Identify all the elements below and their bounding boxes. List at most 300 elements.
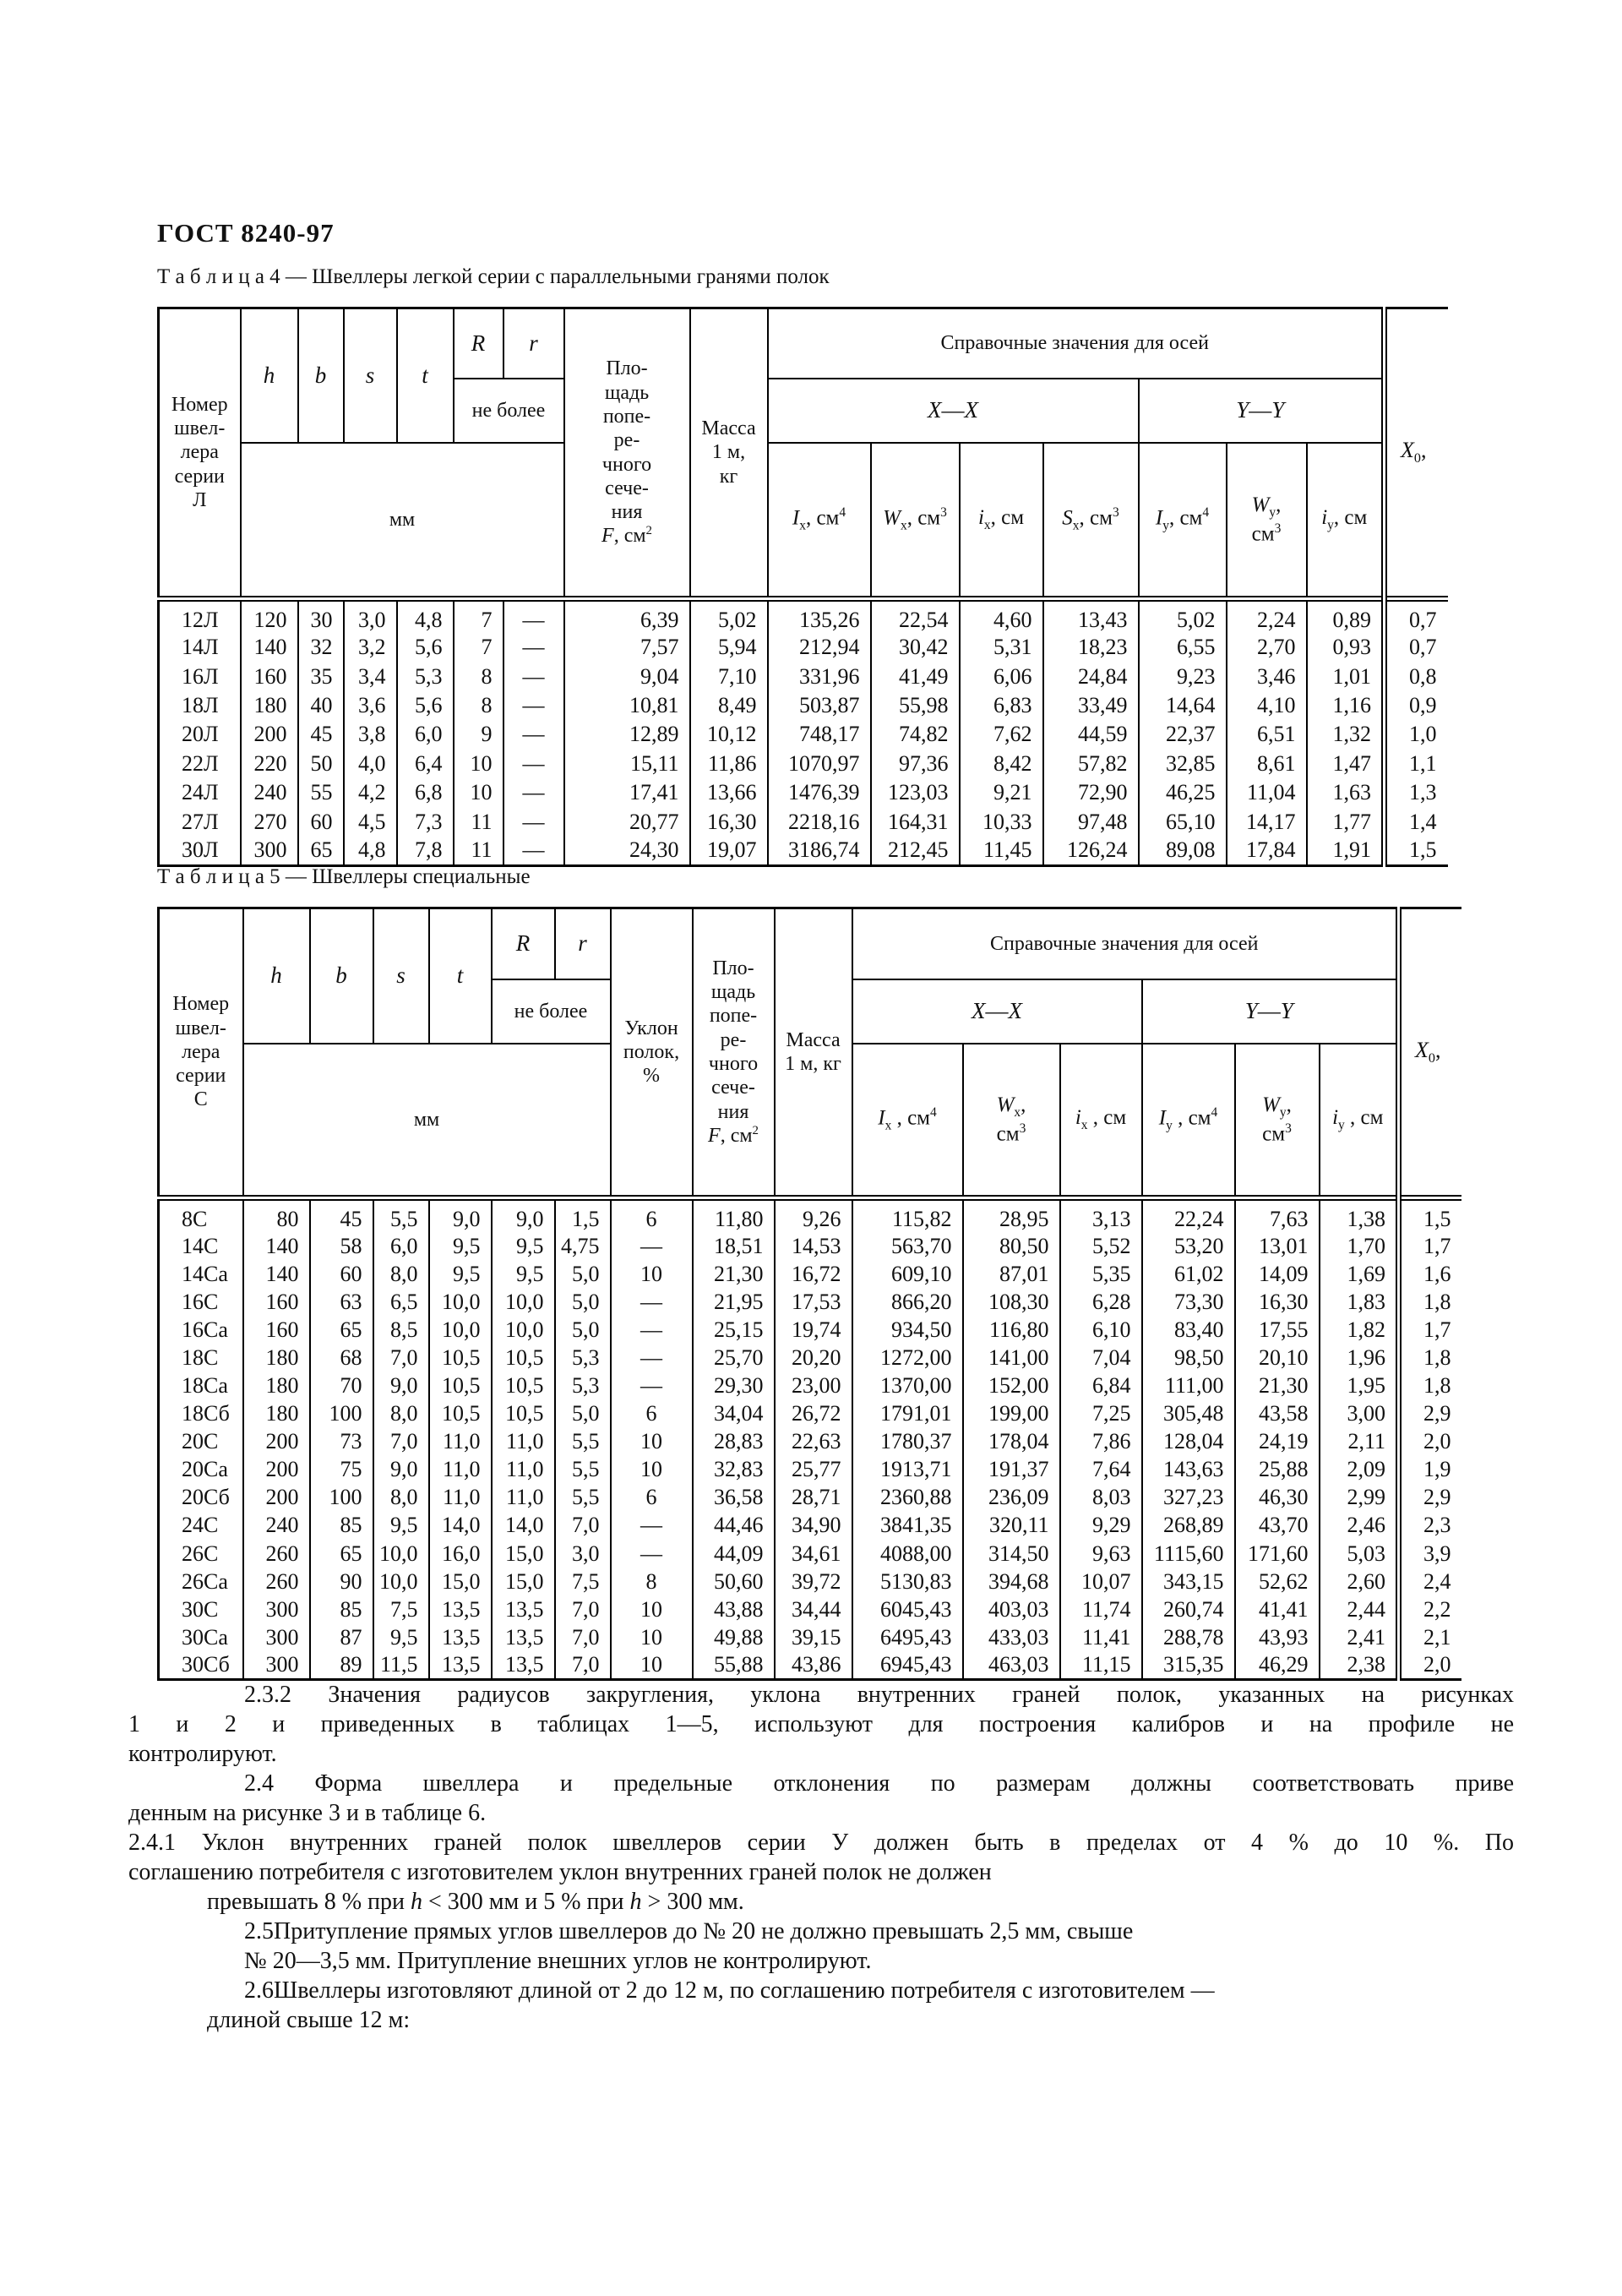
- table-cell: 178,04: [963, 1428, 1060, 1456]
- t5-header-R: R: [492, 908, 555, 980]
- table-cell: 748,17: [768, 720, 871, 749]
- table-cell: 1,77: [1307, 807, 1385, 836]
- table4-caption-title: — Швеллеры легкой серии с параллельными гранями полок: [285, 265, 830, 288]
- table5-header: [159, 908, 1461, 1198]
- table-cell: 270: [241, 807, 298, 836]
- table-cell: 3,2: [344, 633, 397, 662]
- table-cell: 25,88: [1235, 1456, 1320, 1484]
- table-cell: 609,10: [852, 1260, 963, 1288]
- table-cell: 55: [298, 778, 344, 807]
- table-row: [159, 1623, 1461, 1651]
- text-line: 2.4 Форма швеллера и предельные отклонения по размерам должны соответствовать приве: [244, 1770, 1514, 1797]
- table-cell: 4,60: [960, 599, 1043, 634]
- table-cell: 14,0: [429, 1512, 492, 1540]
- table-cell: 58: [310, 1232, 373, 1260]
- table-cell: 33,49: [1043, 691, 1139, 720]
- table5-caption-title: — Швеллеры специальные: [285, 865, 531, 888]
- table-cell: 140: [241, 633, 298, 662]
- table-cell: 28,83: [693, 1428, 775, 1456]
- t4-header-ref-values: Справочные значения для осей: [768, 308, 1385, 379]
- table-cell: 11,41: [1060, 1623, 1142, 1651]
- table-row: [159, 1316, 1461, 1344]
- table-cell: 9,5: [492, 1260, 555, 1288]
- table-cell: 7,63: [1235, 1198, 1320, 1233]
- table-cell: 43,70: [1235, 1512, 1320, 1540]
- table-cell: 14Л: [159, 633, 241, 662]
- t4-header-no-more: не более: [454, 379, 564, 443]
- table5-caption-label: Т а б л и ц а 5: [157, 865, 280, 888]
- table-cell: 0,7: [1385, 633, 1448, 662]
- table-cell: 46,25: [1139, 778, 1227, 807]
- table5-caption: [157, 865, 531, 889]
- table-cell: 123,03: [871, 778, 960, 807]
- table-cell: 11,0: [429, 1456, 492, 1484]
- table-cell: 27Л: [159, 807, 241, 836]
- table-cell: 10: [611, 1260, 693, 1288]
- table-cell: 5,0: [555, 1288, 611, 1316]
- table-row: [159, 1484, 1461, 1512]
- table-cell: 7,8: [397, 837, 454, 865]
- table-cell: 2,0: [1399, 1651, 1461, 1679]
- table-row: [159, 778, 1448, 807]
- table-cell: 98,50: [1142, 1344, 1235, 1372]
- table-cell: 4,2: [344, 778, 397, 807]
- table-cell: —: [611, 1372, 693, 1399]
- table-cell: 343,15: [1142, 1568, 1235, 1595]
- table-cell: 1,6: [1399, 1260, 1461, 1288]
- table-cell: 22,37: [1139, 720, 1227, 749]
- table-cell: 11,0: [492, 1428, 555, 1456]
- table-cell: 180: [243, 1372, 310, 1399]
- t4-header-x0: $X_0$,: [1385, 308, 1448, 599]
- table-cell: 45: [310, 1198, 373, 1233]
- table-cell: 5,03: [1320, 1540, 1399, 1568]
- table-cell: 41,41: [1235, 1595, 1320, 1623]
- table-cell: 5,52: [1060, 1232, 1142, 1260]
- table-cell: 6,0: [397, 720, 454, 749]
- text-line: 1 и 2 и приведенных в таблицах 1—5, используют для построения калибров и на профиле не: [128, 1711, 1514, 1737]
- table-cell: 4,10: [1227, 691, 1307, 720]
- table-header-row: [159, 908, 1461, 980]
- table-cell: 2,38: [1320, 1651, 1399, 1679]
- table-row: [159, 1372, 1461, 1399]
- table-cell: 24,19: [1235, 1428, 1320, 1456]
- table-cell: 14Са: [159, 1260, 243, 1288]
- table-cell: 30Са: [159, 1623, 243, 1651]
- table-cell: 199,00: [963, 1400, 1060, 1428]
- table-cell: 10,07: [1060, 1568, 1142, 1595]
- text-line: превышать 8 % при h < 300 мм и 5 % при h > 300 мм.: [207, 1889, 744, 1915]
- table-cell: —: [503, 750, 564, 778]
- table-cell: 18С: [159, 1344, 243, 1372]
- table-cell: 9,04: [564, 662, 690, 690]
- table-cell: 3,9: [1399, 1540, 1461, 1568]
- t5-header-Iy: $I_y$ , $см^4$: [1142, 1044, 1235, 1198]
- table-cell: 5,02: [690, 599, 768, 634]
- table-cell: 10: [611, 1456, 693, 1484]
- table-cell: 5,35: [1060, 1260, 1142, 1288]
- table-cell: 463,03: [963, 1651, 1060, 1679]
- table-cell: 87: [310, 1623, 373, 1651]
- table-cell: 14,64: [1139, 691, 1227, 720]
- table-cell: 20,20: [775, 1344, 852, 1372]
- table-cell: 39,72: [775, 1568, 852, 1595]
- table-cell: 1,8: [1399, 1372, 1461, 1399]
- t5-header-no-more: не более: [492, 979, 611, 1044]
- table-cell: 314,50: [963, 1540, 1060, 1568]
- table-cell: 8: [454, 691, 503, 720]
- table-cell: 1,7: [1399, 1232, 1461, 1260]
- table-cell: 3,6: [344, 691, 397, 720]
- table-row: [159, 750, 1448, 778]
- table-cell: —: [611, 1288, 693, 1316]
- table-cell: 120: [241, 599, 298, 634]
- table-cell: 11,0: [429, 1484, 492, 1512]
- t5-header-Wx: $W_x$, $см^3$: [963, 1044, 1060, 1198]
- table-cell: 8: [454, 662, 503, 690]
- table-cell: 24Л: [159, 778, 241, 807]
- table-cell: 53,20: [1142, 1232, 1235, 1260]
- table-cell: —: [503, 662, 564, 690]
- table-cell: 15,0: [492, 1568, 555, 1595]
- table-cell: 7: [454, 633, 503, 662]
- table-row: [159, 599, 1448, 634]
- table-cell: 433,03: [963, 1623, 1060, 1651]
- table-cell: 5,02: [1139, 599, 1227, 634]
- table5-body: [159, 1198, 1461, 1680]
- table-cell: 9,21: [960, 778, 1043, 807]
- table-row: [159, 1540, 1461, 1568]
- table-cell: 3,4: [344, 662, 397, 690]
- table-cell: 6: [611, 1484, 693, 1512]
- table-cell: 6,51: [1227, 720, 1307, 749]
- table-cell: 7,04: [1060, 1344, 1142, 1372]
- table-cell: 4,0: [344, 750, 397, 778]
- table4-caption: [157, 265, 830, 289]
- table-cell: 70: [310, 1372, 373, 1399]
- t5-header-axis-xx: X—X: [852, 979, 1142, 1044]
- table-cell: 4,5: [344, 807, 397, 836]
- table-cell: 7,5: [373, 1595, 429, 1623]
- table-cell: 240: [241, 778, 298, 807]
- table-cell: 200: [243, 1428, 310, 1456]
- text-line: контролируют.: [128, 1741, 277, 1767]
- table-cell: 1115,60: [1142, 1540, 1235, 1568]
- table-cell: 9,5: [429, 1232, 492, 1260]
- table-cell: 1,9: [1399, 1456, 1461, 1484]
- table-cell: 50: [298, 750, 344, 778]
- table-cell: 17,84: [1227, 837, 1307, 865]
- table-cell: 1,01: [1307, 662, 1385, 690]
- table-row: [159, 1428, 1461, 1456]
- table-row: [159, 1400, 1461, 1428]
- table-cell: 10,5: [429, 1344, 492, 1372]
- table-row: [159, 1512, 1461, 1540]
- table-cell: 8: [611, 1568, 693, 1595]
- table-cell: 5,3: [397, 662, 454, 690]
- t4-header-Wx: $W_x$, $см^3$: [871, 443, 960, 599]
- table-cell: 39,15: [775, 1623, 852, 1651]
- table4-wrapper: [157, 307, 1448, 867]
- table-cell: 4088,00: [852, 1540, 963, 1568]
- table-cell: 1,47: [1307, 750, 1385, 778]
- table-cell: 10,5: [492, 1344, 555, 1372]
- table-cell: 10,5: [429, 1372, 492, 1399]
- table4-caption-label: Т а б л и ц а 4: [157, 265, 280, 288]
- table-cell: 1,16: [1307, 691, 1385, 720]
- table-cell: 49,88: [693, 1623, 775, 1651]
- table-cell: 2,1: [1399, 1623, 1461, 1651]
- table-cell: 24,84: [1043, 662, 1139, 690]
- table-cell: 0,89: [1307, 599, 1385, 634]
- t5-header-r: r: [555, 908, 611, 980]
- table-row: [159, 1232, 1461, 1260]
- table-cell: 2,44: [1320, 1595, 1399, 1623]
- t5-header-Ix: $I_x$ , $см^4$: [852, 1044, 963, 1198]
- table-cell: 74,82: [871, 720, 960, 749]
- table-cell: 3,00: [1320, 1400, 1399, 1428]
- table-cell: —: [611, 1232, 693, 1260]
- table-cell: —: [503, 633, 564, 662]
- table-cell: 11,5: [373, 1651, 429, 1679]
- table-cell: 6,28: [1060, 1288, 1142, 1316]
- table-cell: 24,30: [564, 837, 690, 865]
- table-cell: 9,0: [429, 1198, 492, 1233]
- text-line: длиной свыше 12 м:: [207, 2007, 411, 2033]
- table-cell: 6,10: [1060, 1316, 1142, 1344]
- table-cell: 10: [454, 778, 503, 807]
- table-cell: 11,0: [492, 1484, 555, 1512]
- table-cell: 1,32: [1307, 720, 1385, 749]
- table-cell: 7,5: [555, 1568, 611, 1595]
- table-cell: 2,24: [1227, 599, 1307, 634]
- table-row: [159, 807, 1448, 836]
- table-cell: 320,11: [963, 1512, 1060, 1540]
- table-cell: 61,02: [1142, 1260, 1235, 1288]
- table-row: [159, 1595, 1461, 1623]
- table-cell: 13,01: [1235, 1232, 1320, 1260]
- table-cell: 1272,00: [852, 1344, 963, 1372]
- table-cell: 866,20: [852, 1288, 963, 1316]
- table-cell: 89: [310, 1651, 373, 1679]
- table-cell: 4,8: [344, 837, 397, 865]
- table-cell: 10: [611, 1623, 693, 1651]
- table-cell: 260: [243, 1540, 310, 1568]
- table-cell: 30: [298, 599, 344, 634]
- table-row: [159, 720, 1448, 749]
- table-cell: 28,71: [775, 1484, 852, 1512]
- t4-header-ix: $i_x$, см: [960, 443, 1043, 599]
- table-cell: 20Л: [159, 720, 241, 749]
- table-cell: 11,0: [492, 1456, 555, 1484]
- table-cell: 12,89: [564, 720, 690, 749]
- t4-header-axis-yy: Y—Y: [1139, 379, 1385, 443]
- table-cell: 160: [241, 662, 298, 690]
- table-cell: 180: [243, 1400, 310, 1428]
- table-cell: 52,62: [1235, 1568, 1320, 1595]
- table-cell: 18Са: [159, 1372, 243, 1399]
- table-cell: 1,38: [1320, 1198, 1399, 1233]
- table-cell: 6: [611, 1400, 693, 1428]
- table-cell: 8,49: [690, 691, 768, 720]
- table-cell: 9: [454, 720, 503, 749]
- table-cell: 1,70: [1320, 1232, 1399, 1260]
- table-cell: 9,26: [775, 1198, 852, 1233]
- table-cell: 17,55: [1235, 1316, 1320, 1344]
- table-cell: 180: [243, 1344, 310, 1372]
- table-cell: 22,63: [775, 1428, 852, 1456]
- table-cell: 305,48: [1142, 1400, 1235, 1428]
- table-cell: 9,23: [1139, 662, 1227, 690]
- table-cell: 164,31: [871, 807, 960, 836]
- table-cell: 3,0: [344, 599, 397, 634]
- table-cell: 1,5: [555, 1198, 611, 1233]
- table-cell: —: [611, 1316, 693, 1344]
- table-cell: 111,00: [1142, 1372, 1235, 1399]
- table-cell: 6945,43: [852, 1651, 963, 1679]
- table-cell: 143,63: [1142, 1456, 1235, 1484]
- table-cell: 191,37: [963, 1456, 1060, 1484]
- table-cell: 16,0: [429, 1540, 492, 1568]
- text-line: 2.6Швеллеры изготовляют длиной от 2 до 12 м, по соглашению потребителя с изготовителем —: [244, 1977, 1215, 2004]
- table-cell: 11,04: [1227, 778, 1307, 807]
- table-cell: 2,70: [1227, 633, 1307, 662]
- table-cell: 50,60: [693, 1568, 775, 1595]
- table-cell: 12Л: [159, 599, 241, 634]
- t4-header-Ix: $I_x$, $см^4$: [768, 443, 871, 599]
- table-cell: —: [503, 691, 564, 720]
- table-cell: 45: [298, 720, 344, 749]
- table-cell: 13,5: [429, 1651, 492, 1679]
- table-cell: 15,0: [492, 1540, 555, 1568]
- table-cell: 17,41: [564, 778, 690, 807]
- table-cell: 20,10: [1235, 1344, 1320, 1372]
- table-cell: 3186,74: [768, 837, 871, 865]
- t4-header-number: Номер швел- лера серии Л: [159, 308, 241, 599]
- table-cell: 5,94: [690, 633, 768, 662]
- table-cell: 25,70: [693, 1344, 775, 1372]
- table-cell: 9,5: [373, 1623, 429, 1651]
- table-cell: 10,0: [429, 1288, 492, 1316]
- t4-header-Iy: $I_y$, $см^4$: [1139, 443, 1227, 599]
- t5-header-mass: Масса 1 м, кг: [775, 908, 852, 1198]
- table-cell: 18Сб: [159, 1400, 243, 1428]
- table-cell: 11,80: [693, 1198, 775, 1233]
- table-cell: 8,03: [1060, 1484, 1142, 1512]
- table-cell: 171,60: [1235, 1540, 1320, 1568]
- table-row: [159, 1198, 1461, 1233]
- table-cell: 2,11: [1320, 1428, 1399, 1456]
- table-cell: 5130,83: [852, 1568, 963, 1595]
- table-cell: 10,0: [373, 1568, 429, 1595]
- table-cell: 2,9: [1399, 1484, 1461, 1512]
- table-cell: 10: [611, 1651, 693, 1679]
- table-cell: 3,46: [1227, 662, 1307, 690]
- table-cell: 200: [243, 1484, 310, 1512]
- table-cell: 315,35: [1142, 1651, 1235, 1679]
- table-cell: 16,30: [690, 807, 768, 836]
- t4-header-b: b: [298, 308, 344, 444]
- table-cell: 34,90: [775, 1512, 852, 1540]
- table-cell: 3,0: [555, 1540, 611, 1568]
- table-cell: 40: [298, 691, 344, 720]
- table-cell: 21,95: [693, 1288, 775, 1316]
- table-cell: 8,0: [373, 1260, 429, 1288]
- table-cell: 10,0: [429, 1316, 492, 1344]
- table-cell: 17,53: [775, 1288, 852, 1316]
- table-cell: 1780,37: [852, 1428, 963, 1456]
- table-cell: 65: [310, 1540, 373, 1568]
- t4-header-h: h: [241, 308, 298, 444]
- table5: [157, 907, 1461, 1681]
- table-cell: 2,0: [1399, 1428, 1461, 1456]
- t4-header-axis-xx: X—X: [768, 379, 1139, 443]
- table-cell: 10,81: [564, 691, 690, 720]
- table-cell: 5,0: [555, 1260, 611, 1288]
- table-cell: 10,0: [373, 1540, 429, 1568]
- table4-body: [159, 599, 1448, 866]
- table-cell: 14,09: [1235, 1260, 1320, 1288]
- table-cell: 563,70: [852, 1232, 963, 1260]
- table-cell: 7,25: [1060, 1400, 1142, 1428]
- table-cell: 11,15: [1060, 1651, 1142, 1679]
- table-cell: 1,96: [1320, 1344, 1399, 1372]
- table-cell: 73: [310, 1428, 373, 1456]
- table-cell: 327,23: [1142, 1484, 1235, 1512]
- table-cell: 8,0: [373, 1400, 429, 1428]
- table-cell: 2360,88: [852, 1484, 963, 1512]
- table-cell: 1791,01: [852, 1400, 963, 1428]
- table4-header: [159, 308, 1448, 599]
- table-cell: 15,11: [564, 750, 690, 778]
- table-cell: 46,30: [1235, 1484, 1320, 1512]
- table-cell: 6,5: [373, 1288, 429, 1316]
- table-cell: 10,0: [492, 1288, 555, 1316]
- table-cell: 24С: [159, 1512, 243, 1540]
- table-row: [159, 837, 1448, 865]
- table-cell: 85: [310, 1595, 373, 1623]
- table-cell: 240: [243, 1512, 310, 1540]
- table-cell: 9,29: [1060, 1512, 1142, 1540]
- table-cell: 9,5: [429, 1260, 492, 1288]
- table-cell: 7,10: [690, 662, 768, 690]
- table-cell: 18Л: [159, 691, 241, 720]
- t4-header-mass: Масса 1 м, кг: [690, 308, 768, 599]
- table-cell: 6495,43: [852, 1623, 963, 1651]
- table-cell: 14,17: [1227, 807, 1307, 836]
- table-cell: 25,77: [775, 1456, 852, 1484]
- table-cell: 25,15: [693, 1316, 775, 1344]
- table-cell: 0,93: [1307, 633, 1385, 662]
- table-row: [159, 1288, 1461, 1316]
- table-cell: 9,0: [373, 1456, 429, 1484]
- table-cell: 7,86: [1060, 1428, 1142, 1456]
- table-cell: 2,60: [1320, 1568, 1399, 1595]
- table-cell: 6,55: [1139, 633, 1227, 662]
- table-cell: 6,4: [397, 750, 454, 778]
- table-cell: 6,84: [1060, 1372, 1142, 1399]
- table-cell: 0,7: [1385, 599, 1448, 634]
- table-cell: 503,87: [768, 691, 871, 720]
- table-cell: 13,5: [429, 1623, 492, 1651]
- t5-header-area: Пло- щадь попе- ре- чного сече- ния F, $см^2$: [693, 908, 775, 1198]
- table-cell: 43,86: [775, 1651, 852, 1679]
- table-cell: 1,1: [1385, 750, 1448, 778]
- table-cell: 46,29: [1235, 1651, 1320, 1679]
- table-cell: 7,0: [373, 1428, 429, 1456]
- table-cell: 34,04: [693, 1400, 775, 1428]
- table-row: [159, 1344, 1461, 1372]
